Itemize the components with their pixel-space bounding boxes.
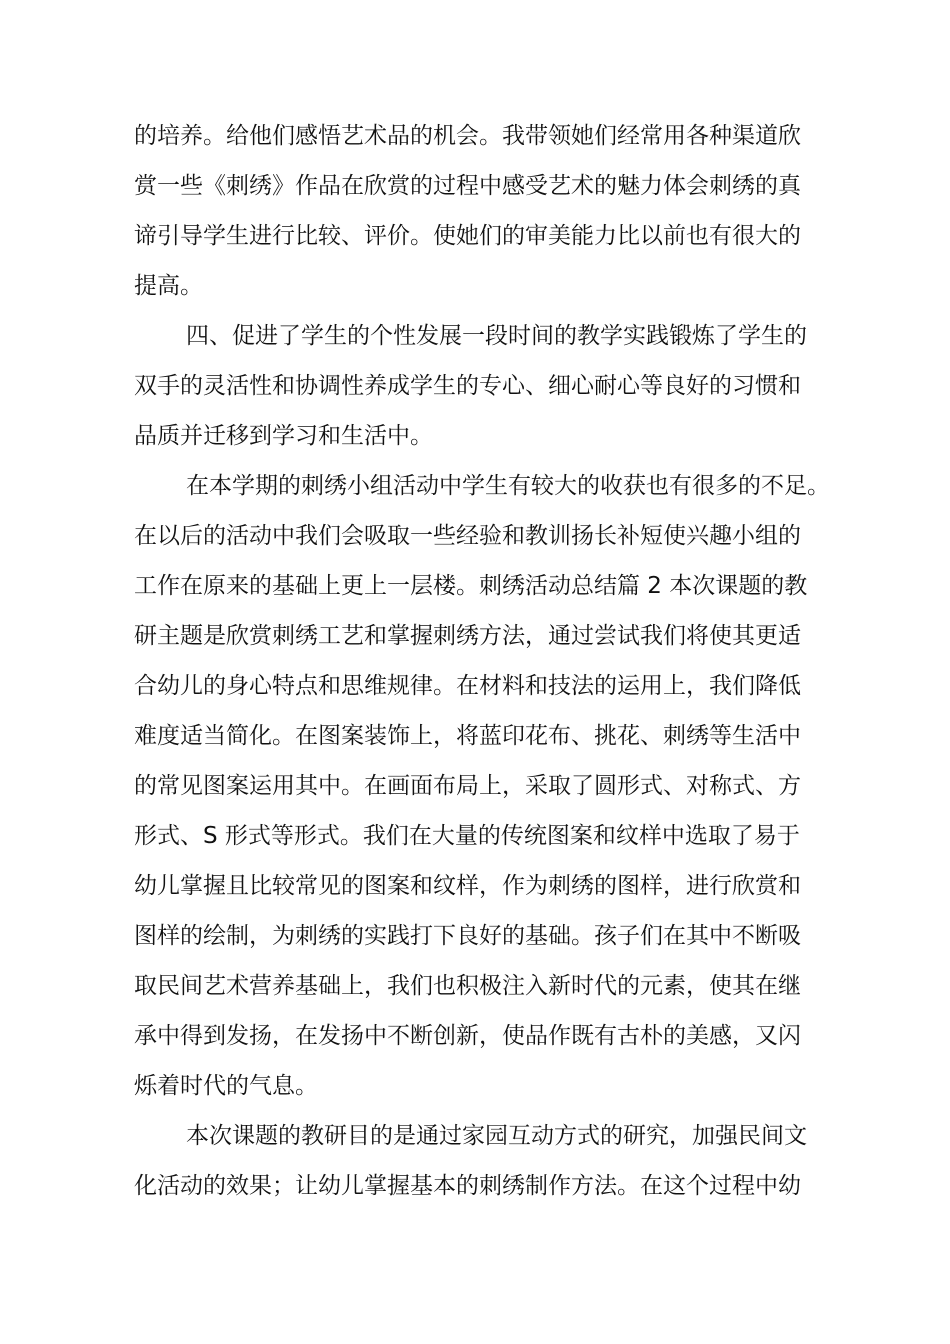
text-line: 研主题是欣赏刺绣工艺和掌握刺绣方法，通过尝试我们将使其更适	[134, 623, 801, 649]
text-line: 在以后的活动中我们会吸取一些经验和教训扬长补短使兴趣小组的	[134, 523, 801, 549]
text-line: 烁着时代的气息。	[134, 1073, 318, 1099]
paragraph-3	[134, 461, 834, 1111]
text-line: 难度适当简化。在图案装饰上，将蓝印花布、挑花、刺绣等生活中	[134, 723, 801, 749]
paragraph-2	[134, 311, 834, 461]
text-line-indented: 四、促进了学生的个性发展一段时间的教学实践锻炼了学生的	[186, 323, 807, 349]
paragraph-4	[134, 1111, 834, 1211]
text-line: 幼儿掌握且比较常见的图案和纹样，作为刺绣的图样，进行欣赏和	[134, 873, 801, 899]
text-line: 形式、S 形式等形式。我们在大量的传统图案和纹样中选取了易于	[134, 823, 800, 849]
text-line-indented: 本次课题的教研目的是通过家园互动方式的研究，加强民间文	[186, 1123, 807, 1149]
text-line: 双手的灵活性和协调性养成学生的专心、细心耐心等良好的习惯和	[134, 373, 801, 399]
text-line: 取民间艺术营养基础上，我们也积极注入新时代的元素，使其在继	[134, 973, 801, 999]
text-line: 承中得到发扬，在发扬中不断创新，使品作既有古朴的美感，又闪	[134, 1023, 801, 1049]
text-line: 赏一些《刺绣》作品在欣赏的过程中感受艺术的魅力体会刺绣的真	[134, 173, 801, 199]
text-line: 合幼儿的身心特点和思维规律。在材料和技法的运用上，我们降低	[134, 673, 801, 699]
text-line: 品质并迁移到学习和生活中。	[134, 423, 433, 449]
text-line-indented: 在本学期的刺绣小组活动中学生有较大的收获也有很多的不足。	[186, 473, 830, 499]
text-line: 的培养。给他们感悟艺术品的机会。我带领她们经常用各种渠道欣	[134, 123, 801, 149]
text-line: 图样的绘制，为刺绣的实践打下良好的基础。孩子们在其中不断吸	[134, 923, 801, 949]
text-line: 的常见图案运用其中。在画面布局上，采取了圆形式、对称式、方	[134, 773, 801, 799]
paragraph-1	[134, 111, 834, 311]
text-line: 化活动的效果；让幼儿掌握基本的刺绣制作方法。在这个过程中幼	[134, 1173, 801, 1199]
text-line: 提高。	[134, 273, 203, 299]
document-body	[134, 111, 834, 1211]
text-line: 谛引导学生进行比较、评价。使她们的审美能力比以前也有很大的	[134, 223, 801, 249]
text-line: 工作在原来的基础上更上一层楼。刺绣活动总结篇 2 本次课题的教	[134, 573, 808, 599]
